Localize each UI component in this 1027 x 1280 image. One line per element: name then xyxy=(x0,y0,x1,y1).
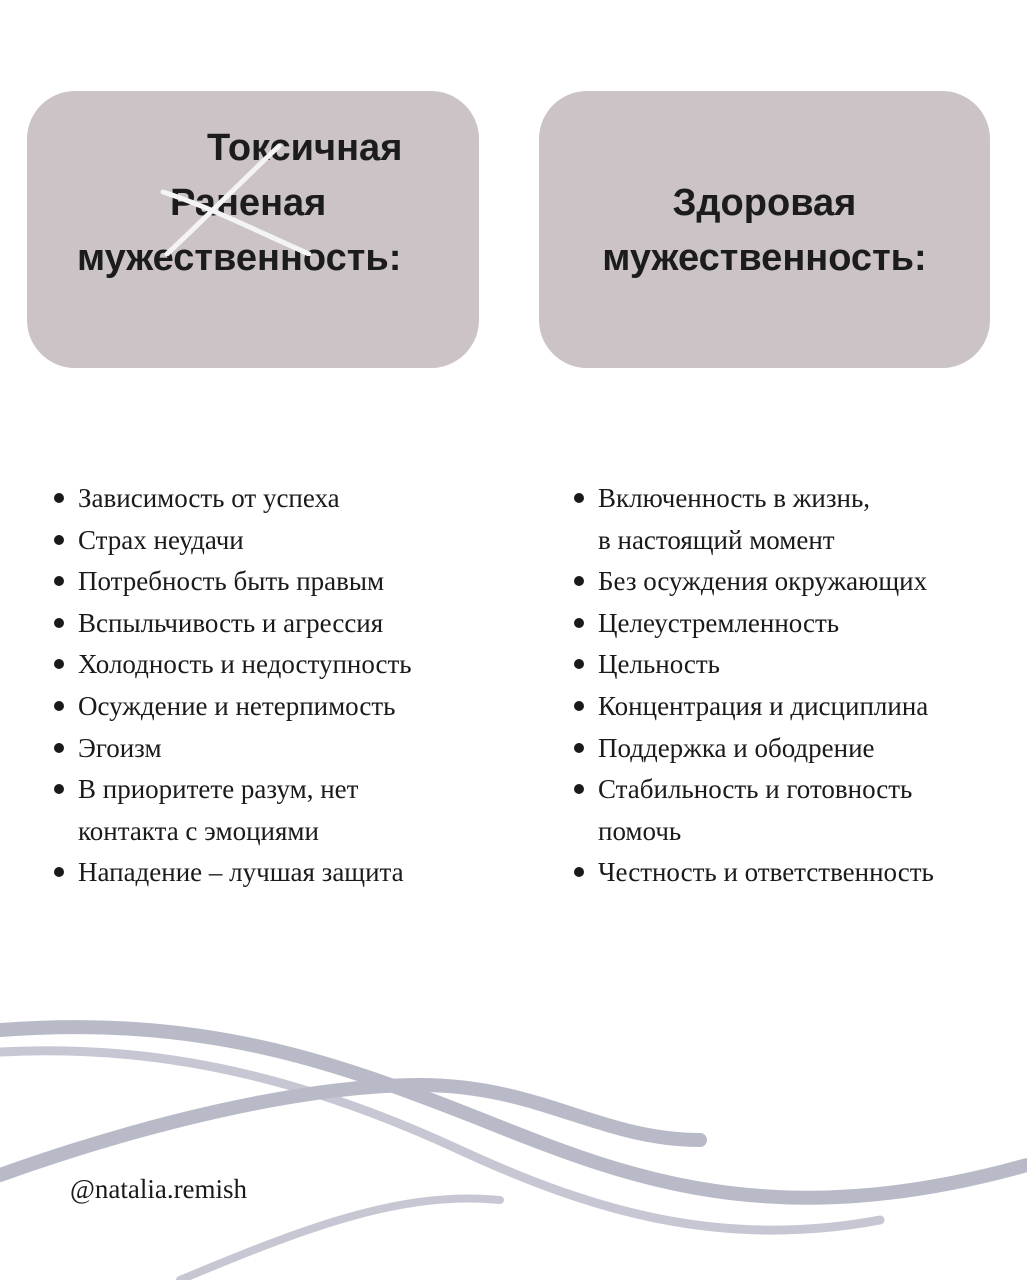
card-title-masculinity-healthy: мужественность: xyxy=(602,237,927,279)
card-title-healthy: Здоровая xyxy=(672,182,857,224)
bullet-icon xyxy=(54,493,64,503)
list-item-text: Включенность в жизнь, xyxy=(598,483,871,513)
author-handle: @natalia.remish xyxy=(70,1174,248,1204)
healthy-traits-list xyxy=(574,478,1014,894)
bullet-icon xyxy=(54,784,64,794)
list-item xyxy=(54,478,494,520)
toxic-traits-list xyxy=(54,478,494,894)
list-item-text: Цельность xyxy=(598,649,720,680)
list-item xyxy=(574,769,1014,852)
list-item xyxy=(574,644,1014,686)
bullet-icon xyxy=(574,743,584,753)
bullet-icon xyxy=(574,784,584,794)
bullet-icon xyxy=(574,659,584,669)
decorative-waves xyxy=(0,990,1027,1280)
bullet-icon xyxy=(54,743,64,753)
cross-out-icon xyxy=(157,136,317,256)
list-item-text: Нападение – лучшая защита xyxy=(78,857,404,888)
list-item xyxy=(54,852,494,894)
list-item-text: Поддержка и ободрение xyxy=(598,732,875,763)
bullet-icon xyxy=(54,576,64,586)
list-item-text: в настоящий момент xyxy=(598,524,835,555)
bullet-icon xyxy=(54,618,64,628)
bullet-icon xyxy=(574,493,584,503)
list-item xyxy=(54,686,494,728)
list-item xyxy=(574,603,1014,645)
bullet-icon xyxy=(54,701,64,711)
list-item xyxy=(54,728,494,770)
bullet-icon xyxy=(574,701,584,711)
list-item-text: Без осуждения окружающих xyxy=(598,566,928,597)
list-item xyxy=(574,728,1014,770)
list-item-text: Холодность и недоступность xyxy=(78,649,412,680)
toxic-masculinity-card xyxy=(27,91,479,368)
list-item-text: Вспыльчивость и агрессия xyxy=(78,607,384,638)
list-item xyxy=(54,603,494,645)
bullet-icon xyxy=(54,867,64,877)
list-item-text: Честность и ответственность xyxy=(598,857,934,888)
list-item-text: Потребность быть правым xyxy=(78,566,385,597)
bullet-icon xyxy=(574,576,584,586)
bullet-icon xyxy=(54,535,64,545)
list-item xyxy=(54,644,494,686)
list-item-text: Страх неудачи xyxy=(78,524,244,555)
list-item-text: помочь xyxy=(598,815,682,846)
list-item-text: Целеустремленность xyxy=(598,607,840,638)
card-title-toxic: Токсичная xyxy=(207,127,403,169)
card-title-wounded-crossed: Раненая xyxy=(170,182,327,224)
list-item xyxy=(574,478,1014,561)
list-item-text: В приоритете разум, нет xyxy=(78,774,359,805)
bullet-icon xyxy=(574,867,584,877)
list-item-text: контакта с эмоциями xyxy=(78,815,319,846)
list-item-text: Концентрация и дисциплина xyxy=(598,690,929,721)
list-item xyxy=(54,769,494,852)
list-item-text: Осуждение и нетерпимость xyxy=(78,690,396,721)
list-item-text: Эгоизм xyxy=(78,732,162,763)
card-title-masculinity: мужественность: xyxy=(77,237,402,279)
bullet-icon xyxy=(574,618,584,628)
list-item xyxy=(54,520,494,562)
list-item xyxy=(574,686,1014,728)
healthy-masculinity-card xyxy=(539,91,990,368)
list-item xyxy=(574,561,1014,603)
list-item xyxy=(54,561,494,603)
list-item-text: Стабильность и готовность xyxy=(598,774,913,805)
list-item-text: Зависимость от успеха xyxy=(78,483,340,513)
list-item xyxy=(574,852,1014,894)
bullet-icon xyxy=(54,659,64,669)
